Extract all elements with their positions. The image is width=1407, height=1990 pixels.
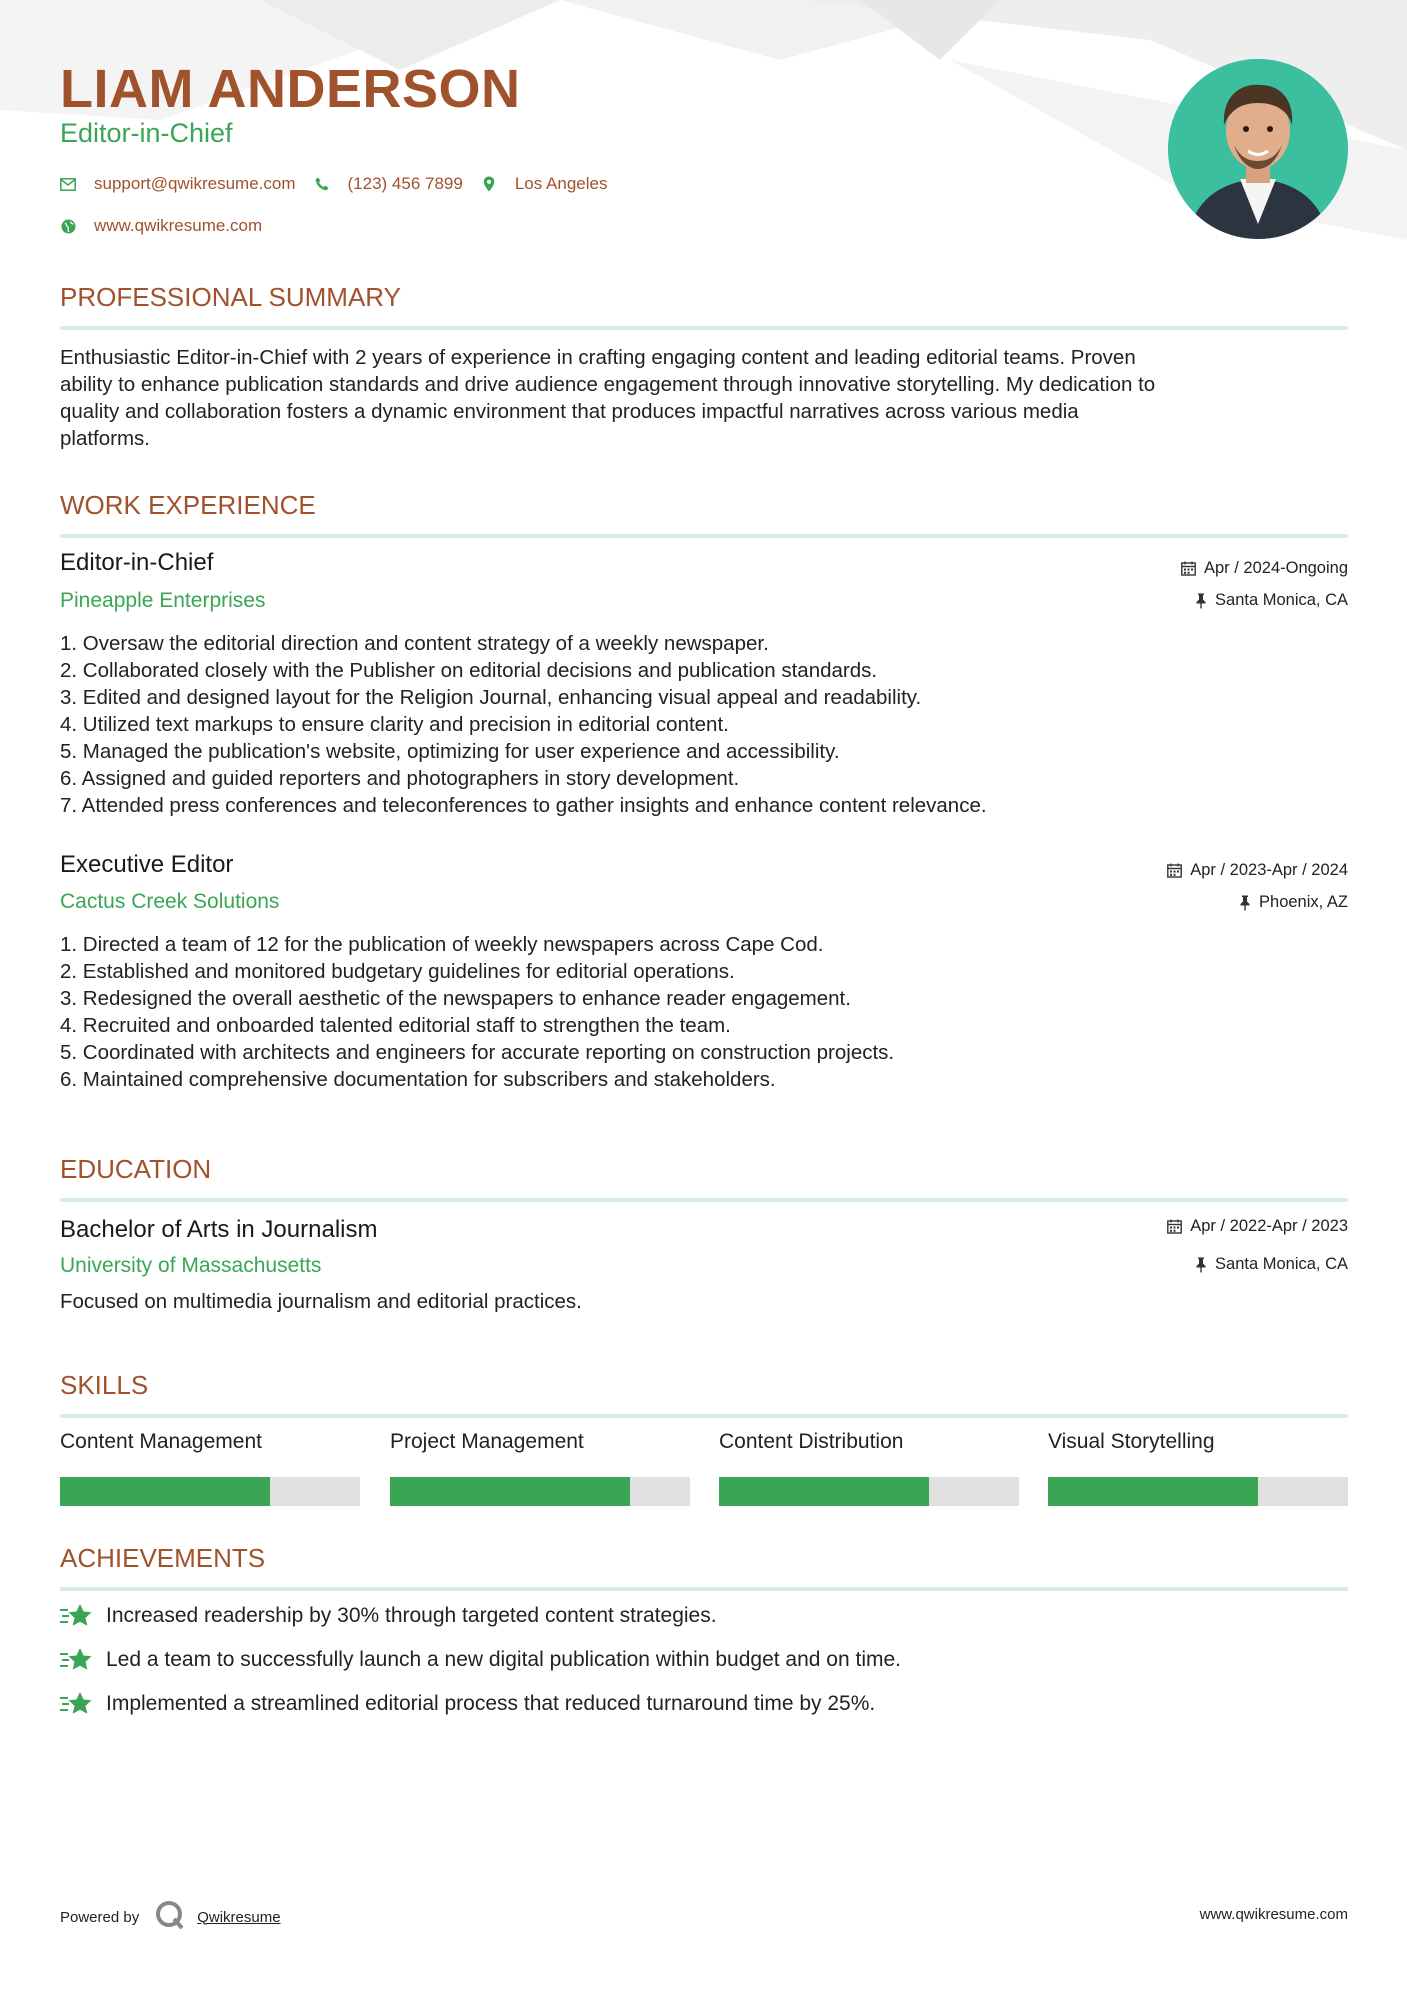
education-location <box>1195 1255 1348 1274</box>
profile-photo <box>1168 59 1348 239</box>
skill-label: Content Management <box>60 1430 262 1453</box>
qwikresume-link[interactable]: Qwikresume <box>197 1908 281 1926</box>
skill-label: Project Management <box>390 1430 584 1453</box>
list-item: 4. Utilized text markups to ensure clarity and precision in editorial content. <box>60 713 729 736</box>
achievement-text: Led a team to successfully launch a new digital publication within budget and on time. <box>106 1648 901 1671</box>
skill-bar-fill <box>390 1477 630 1506</box>
summary-line: Enthusiastic Editor-in-Chief with 2 years of experience in crafting engaging content and leading editorial teams. Proven <box>60 346 1136 369</box>
contact-website[interactable]: www.qwikresume.com <box>94 216 263 235</box>
candidate-name: LIAM ANDERSON <box>60 59 521 119</box>
job-dates-text: Apr / 2024-Ongoing <box>1203 559 1348 577</box>
list-item: 5. Coordinated with architects and engineers for accurate reporting on construction projects. <box>60 1041 895 1064</box>
job-title: Executive Editor <box>60 851 234 878</box>
list-item: 4. Recruited and onboarded talented editorial staff to strengthen the team. <box>60 1014 731 1037</box>
contact-location: Los Angeles <box>514 174 608 193</box>
list-item: 1. Directed a team of 12 for the publication of weekly newspapers across Cape Cod. <box>60 933 824 956</box>
job-location-text: Phoenix, AZ <box>1259 893 1348 911</box>
star-icon <box>60 1603 92 1629</box>
job-dates-text: Apr / 2023-Apr / 2024 <box>1190 861 1348 879</box>
section-title-achievements: ACHIEVEMENTS <box>60 1543 1348 1574</box>
skill-bar <box>719 1477 1019 1506</box>
powered-by-label: Powered by <box>60 1908 140 1926</box>
skill-bar <box>1048 1477 1348 1506</box>
section-title-summary: PROFESSIONAL SUMMARY <box>60 282 1348 313</box>
footer-powered-by <box>60 1900 281 1934</box>
globe-icon <box>60 218 76 234</box>
achievement-item <box>60 1647 901 1673</box>
list-item: 6. Assigned and guided reporters and photographers in story development. <box>60 767 740 790</box>
candidate-role: Editor-in-Chief <box>60 118 233 148</box>
map-pin-icon <box>481 176 497 192</box>
education-description: Focused on multimedia journalism and editorial practices. <box>60 1290 582 1313</box>
envelope-icon <box>60 176 76 192</box>
skill-item <box>60 1430 360 1506</box>
achievement-item <box>60 1691 875 1717</box>
contact-row <box>60 174 625 194</box>
list-item: 2. Collaborated closely with the Publisher on editorial decisions and publication standards. <box>60 659 878 682</box>
education-school: University of Massachusetts <box>60 1254 322 1277</box>
job-location <box>1239 893 1348 912</box>
skill-label: Content Distribution <box>719 1430 904 1453</box>
job-location <box>1195 591 1348 610</box>
qwikresume-logo-icon <box>155 1900 185 1934</box>
skill-item <box>390 1430 690 1506</box>
skill-item <box>1048 1430 1348 1506</box>
list-item: 3. Redesigned the overall aesthetic of the newspapers to enhance reader engagement. <box>60 987 851 1010</box>
pushpin-icon <box>1239 895 1251 911</box>
job-bullets <box>60 931 1348 1093</box>
section-title-education: EDUCATION <box>60 1154 1348 1185</box>
summary-text <box>60 344 1348 452</box>
star-icon <box>60 1647 92 1673</box>
skill-bar <box>390 1477 690 1506</box>
skill-item <box>719 1430 1019 1506</box>
job-title: Editor-in-Chief <box>60 549 214 576</box>
summary-line: platforms. <box>60 427 150 450</box>
education-degree: Bachelor of Arts in Journalism <box>60 1216 378 1243</box>
section-title-skills: SKILLS <box>60 1370 1348 1401</box>
job-company: Pineapple Enterprises <box>60 589 266 612</box>
calendar-icon <box>1181 561 1196 576</box>
skill-bar-fill <box>60 1477 270 1506</box>
list-item: 2. Established and monitored budgetary guidelines for editorial operations. <box>60 960 735 983</box>
contact-row-website <box>60 216 280 236</box>
pushpin-icon <box>1195 593 1207 609</box>
list-item: 6. Maintained comprehensive documentation for subscribers and stakeholders. <box>60 1068 776 1091</box>
list-item: 5. Managed the publication's website, optimizing for user experience and accessibility. <box>60 740 840 763</box>
calendar-icon <box>1167 1219 1182 1234</box>
pushpin-icon <box>1195 1257 1207 1273</box>
job-dates <box>1167 861 1348 880</box>
job-location-text: Santa Monica, CA <box>1215 591 1348 609</box>
achievement-text: Implemented a streamlined editorial process that reduced turnaround time by 25%. <box>106 1692 876 1715</box>
summary-line: ability to enhance publication standards and drive audience engagement through innovative storytelling. My dedication to <box>60 373 1156 396</box>
section-title-experience: WORK EXPERIENCE <box>60 490 1348 521</box>
contact-email[interactable]: support@qwikresume.com <box>94 174 296 193</box>
skill-bar-fill <box>719 1477 929 1506</box>
list-item: 7. Attended press conferences and teleconferences to gather insights and enhance content relevance. <box>60 794 987 817</box>
achievement-item <box>60 1603 717 1629</box>
education-dates-text: Apr / 2022-Apr / 2023 <box>1190 1217 1348 1235</box>
footer-url[interactable]: www.qwikresume.com <box>1199 1906 1348 1923</box>
list-item: 3. Edited and designed layout for the Religion Journal, enhancing visual appeal and readability. <box>60 686 922 709</box>
skill-bar <box>60 1477 360 1506</box>
summary-line: quality and collaboration fosters a dynamic environment that produces impactful narratives across various media <box>60 400 1079 423</box>
phone-icon <box>314 176 330 192</box>
calendar-icon <box>1167 863 1182 878</box>
education-location-text: Santa Monica, CA <box>1215 1255 1348 1273</box>
education-dates <box>1167 1217 1348 1236</box>
skill-label: Visual Storytelling <box>1048 1430 1215 1453</box>
contact-phone: (123) 456 7899 <box>347 174 463 193</box>
achievement-text: Increased readership by 30% through targeted content strategies. <box>106 1604 717 1627</box>
job-bullets <box>60 630 1348 819</box>
skill-bar-fill <box>1048 1477 1258 1506</box>
job-company: Cactus Creek Solutions <box>60 890 280 913</box>
star-icon <box>60 1691 92 1717</box>
list-item: 1. Oversaw the editorial direction and content strategy of a weekly newspaper. <box>60 632 769 655</box>
job-dates <box>1181 559 1348 578</box>
